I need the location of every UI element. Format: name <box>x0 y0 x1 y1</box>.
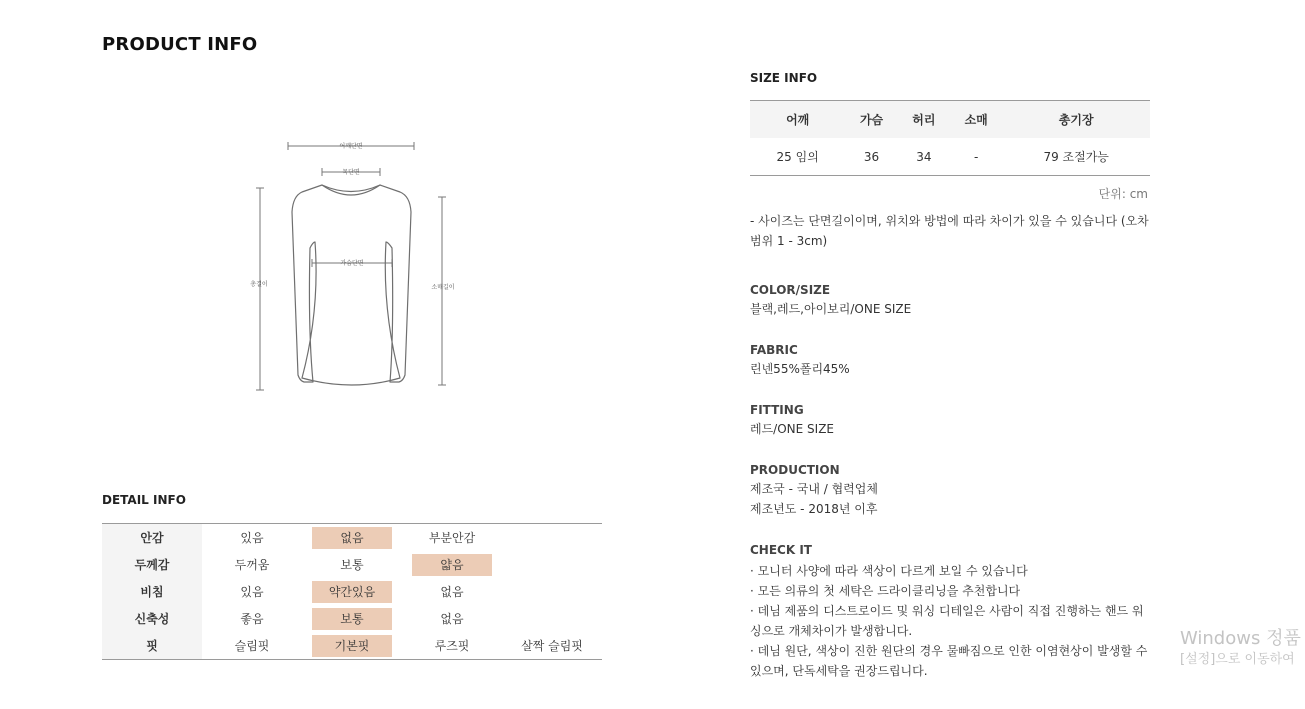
total-length-label: 총길이 <box>250 281 268 288</box>
detail-option: 좋음 <box>240 611 264 626</box>
detail-option-cell <box>402 524 502 552</box>
info-section-title: PRODUCTION <box>750 463 840 477</box>
detail-option <box>512 606 592 628</box>
detail-option-cell <box>302 605 402 632</box>
check-it-item: · 데님 원단, 색상이 진한 원단의 경우 물빠짐으로 인한 이염현상이 발생할 수 있으며, 단독세탁을 권장드립니다. <box>750 644 1148 678</box>
sleeve-length-label: 소매길이 <box>431 284 455 291</box>
size-header-row <box>750 101 1150 139</box>
size-header-cell: 가슴 <box>845 101 897 139</box>
chest-width-label: 가슴단면 <box>340 260 364 267</box>
check-it-item: · 데님 제품의 디스트로이드 및 워싱 디테일은 사람이 직접 진행하는 핸드 워싱으로 개체차이가 발생합니다. <box>750 604 1144 638</box>
detail-row <box>102 578 602 605</box>
page-title: PRODUCT INFO <box>102 34 258 55</box>
detail-option-selected: 얇음 <box>412 554 492 576</box>
detail-option-cell <box>302 524 402 552</box>
detail-option-cell <box>202 605 302 632</box>
detail-option-cell <box>302 632 402 660</box>
detail-option-cell <box>202 578 302 605</box>
detail-option-selected: 기본핏 <box>312 635 392 657</box>
windows-activation-title: Windows 정품 <box>1180 628 1301 649</box>
detail-row-label: 신축성 <box>102 605 202 632</box>
size-value-cell: 79 조절가능 <box>1043 150 1109 164</box>
detail-option <box>512 579 592 601</box>
size-value-cell: - <box>974 149 979 164</box>
size-value-cell: 36 <box>863 149 880 164</box>
detail-option: 없음 <box>440 584 464 599</box>
info-section-title: FITTING <box>750 403 804 417</box>
detail-option: 두꺼움 <box>234 557 270 572</box>
size-note: - 사이즈는 단면길이이며, 위치와 방법에 따라 차이가 있을 수 있습니다 (오차범위 1 - 3cm) <box>750 214 1149 248</box>
detail-option: 루즈핏 <box>434 638 470 653</box>
detail-row <box>102 632 602 660</box>
size-header-cell: 소매 <box>950 101 1002 139</box>
detail-info-title: DETAIL INFO <box>102 493 186 507</box>
detail-option-cell <box>502 632 602 660</box>
detail-option-cell <box>402 632 502 660</box>
detail-option-selected: 보통 <box>312 608 392 630</box>
detail-option: 있음 <box>240 530 264 545</box>
detail-option-cell <box>302 551 402 578</box>
detail-option <box>512 552 592 574</box>
info-section-title: FABRIC <box>750 343 798 357</box>
detail-row-label: 비침 <box>102 578 202 605</box>
info-section-title: COLOR/SIZE <box>750 283 831 297</box>
detail-option-cell <box>302 578 402 605</box>
detail-row <box>102 524 602 552</box>
size-value-cell: 25 임의 <box>776 150 819 164</box>
detail-option-cell <box>502 524 602 552</box>
detail-option-selected: 없음 <box>312 527 392 549</box>
info-section-text: 린넨55%폴리45% <box>750 362 850 376</box>
check-it-item: · 모든 의류의 첫 세탁은 드라이클리닝을 추천합니다 <box>750 584 1021 598</box>
windows-activation-subtitle: [설정]으로 이동하여 <box>1180 652 1295 667</box>
detail-option: 부분안감 <box>428 530 476 545</box>
detail-option-cell <box>502 551 602 578</box>
size-header-cell: 총기장 <box>1002 101 1150 139</box>
size-header-cell: 허리 <box>898 101 950 139</box>
detail-option-cell <box>202 632 302 660</box>
detail-row-label: 핏 <box>102 632 202 660</box>
detail-info-table <box>102 523 602 660</box>
detail-option-cell <box>402 551 502 578</box>
detail-option: 있음 <box>240 584 264 599</box>
size-info-title: SIZE INFO <box>750 71 818 85</box>
detail-option-cell <box>502 578 602 605</box>
shoulder-width-label: 어깨단면 <box>339 143 363 150</box>
size-value-cell: 34 <box>916 149 932 164</box>
info-section-text: 제조국 - 국내 / 협력업체 <box>750 482 878 496</box>
detail-option-cell <box>502 605 602 632</box>
check-it-title: CHECK IT <box>750 543 812 557</box>
check-it-item: · 모니터 사양에 따라 색상이 다르게 보일 수 있습니다 <box>750 564 1028 578</box>
detail-row <box>102 551 602 578</box>
detail-row-label: 안감 <box>102 524 202 552</box>
detail-option-cell <box>402 605 502 632</box>
detail-option-cell <box>402 578 502 605</box>
size-unit: 단위: cm <box>1098 187 1148 201</box>
detail-row-label: 두께감 <box>102 551 202 578</box>
info-section-text: 블랙,레드,아이보리/ONE SIZE <box>750 302 912 316</box>
detail-option-cell <box>202 524 302 552</box>
detail-option <box>512 525 592 547</box>
detail-option-selected: 약간있음 <box>312 581 392 603</box>
size-info-table <box>750 100 1150 176</box>
detail-option: 슬림핏 <box>234 638 270 653</box>
info-section-text: 제조년도 - 2018년 이후 <box>750 502 878 516</box>
size-header-cell: 어깨 <box>750 101 845 139</box>
size-value-row <box>750 138 1150 176</box>
neck-width-label: 목단면 <box>342 169 360 176</box>
detail-option: 살짝 슬림핏 <box>521 638 583 653</box>
info-section-text: 레드/ONE SIZE <box>750 422 835 436</box>
detail-option: 없음 <box>440 611 464 626</box>
check-it-list <box>750 561 1150 681</box>
detail-row <box>102 605 602 632</box>
garment-size-diagram <box>240 130 470 400</box>
detail-option-cell <box>202 551 302 578</box>
detail-option: 보통 <box>340 557 364 572</box>
long-sleeve-top-illustration <box>240 130 470 400</box>
